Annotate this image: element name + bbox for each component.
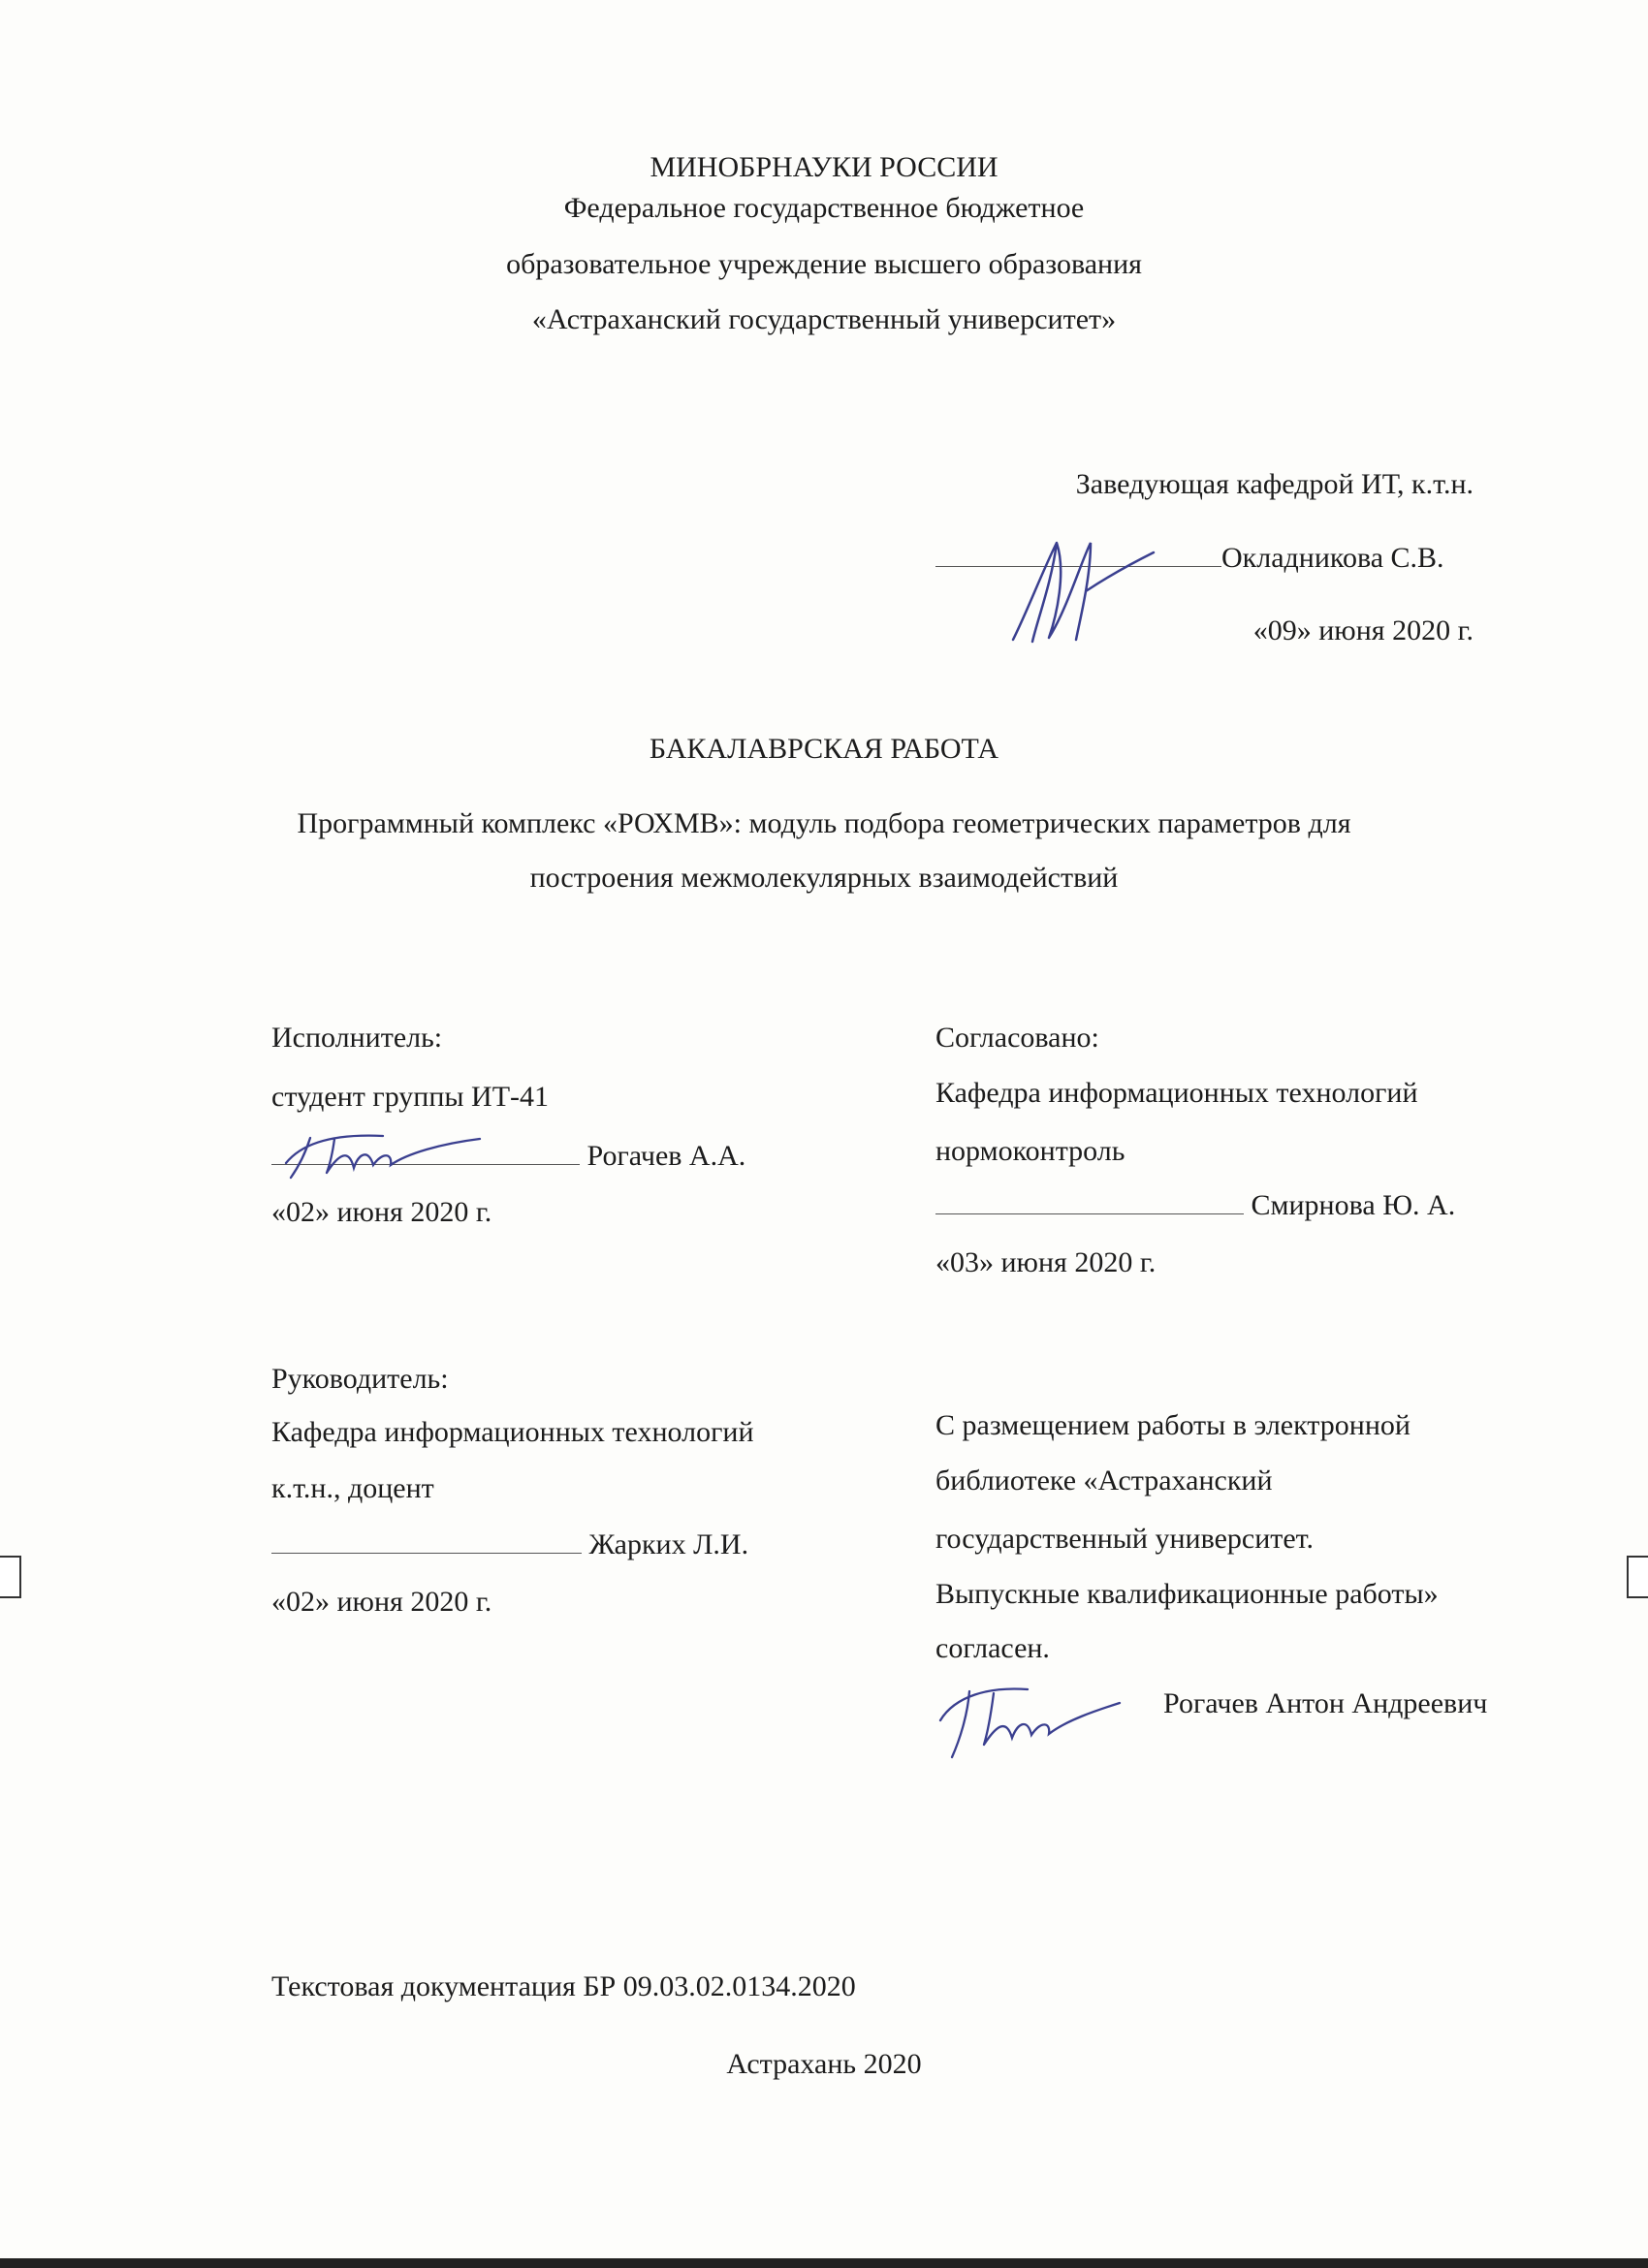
approver-signature [998, 523, 1163, 649]
city-year: Астрахань 2020 [726, 2048, 922, 2080]
agreed-date: «03» июня 2020 г. [935, 1246, 1157, 1278]
consent-line-4: Выпускные квалификационные работы» [935, 1578, 1439, 1610]
consent-line-2: библиотеке «Астраханский [935, 1465, 1273, 1496]
supervisor-signature-line [271, 1553, 582, 1554]
supervisor-title: к.т.н., доцент [271, 1472, 434, 1504]
consent-name: Рогачев Антон Андреевич [1163, 1687, 1488, 1719]
work-title-line-1: Программный комплекс «РОХМВ»: модуль подбора геометрических параметров для [297, 807, 1351, 839]
agreed-name: Смирнова Ю. А. [1251, 1189, 1456, 1221]
supervisor-signature-row [271, 1528, 748, 1562]
supervisor-name: Жарких Л.И. [588, 1528, 749, 1560]
document-code: Текстовая документация БР 09.03.02.0134.2020 [271, 1970, 856, 2002]
executor-date: «02» июня 2020 г. [271, 1196, 492, 1228]
agreed-label: Согласовано: [935, 1022, 1099, 1054]
agreed-department: Кафедра информационных технологий [935, 1077, 1418, 1109]
supervisor-department: Кафедра информационных технологий [271, 1416, 754, 1448]
consent-line-5: согласен. [935, 1632, 1050, 1664]
consent-signature [931, 1672, 1125, 1764]
ministry-title: МИНОБРНАУКИ РОССИИ [650, 151, 998, 183]
executor-signature [276, 1124, 490, 1182]
institution-line-2: образовательное учреждение высшего образования [506, 248, 1142, 280]
executor-group: студент группы ИТ-41 [271, 1081, 550, 1113]
work-type: БАКАЛАВРСКАЯ РАБОТА [649, 733, 999, 765]
executor-name: Рогачев А.А. [586, 1140, 746, 1172]
consent-line-3: государственный университет. [935, 1523, 1315, 1555]
university-name: «Астраханский государственный университет» [531, 303, 1117, 335]
approver-name: Окладникова С.В. [1221, 542, 1444, 574]
supervisor-date: «02» июня 2020 г. [271, 1586, 492, 1618]
institution-line-1: Федеральное государственное бюджетное [563, 192, 1085, 224]
scan-edge-mark-left [0, 1556, 21, 1598]
agreed-signature-line [935, 1213, 1244, 1214]
agreed-signature-row [935, 1188, 1455, 1223]
consent-line-1: С размещением работы в электронной [935, 1409, 1410, 1441]
agreed-role: нормоконтроль [935, 1135, 1125, 1167]
work-title-line-2: построения межмолекулярных взаимодействий [529, 862, 1119, 894]
scan-bottom-edge [0, 2258, 1648, 2268]
executor-label: Исполнитель: [271, 1022, 443, 1054]
approval-date: «09» июня 2020 г. [1252, 614, 1474, 646]
scan-edge-mark-right [1627, 1556, 1648, 1598]
approver-position: Заведующая кафедрой ИТ, к.т.н. [1075, 468, 1474, 500]
supervisor-label: Руководитель: [271, 1363, 449, 1395]
